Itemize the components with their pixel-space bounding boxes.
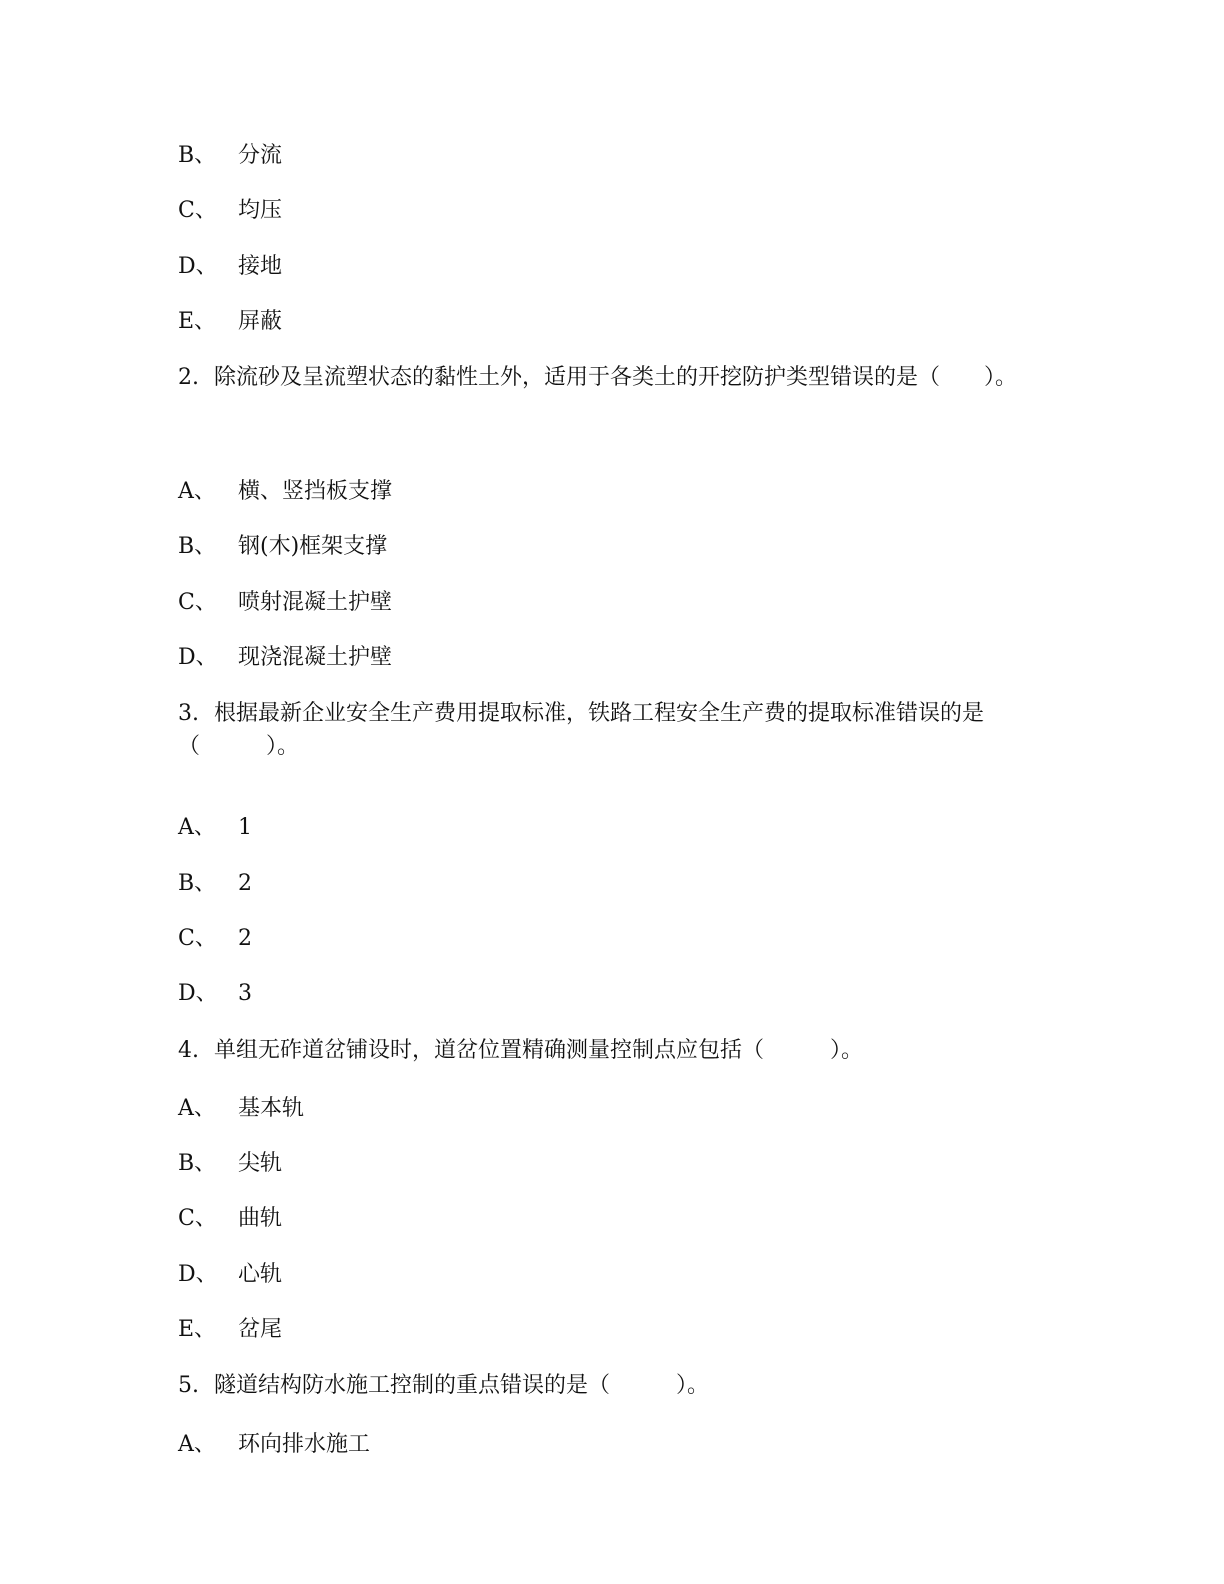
question-4	[178, 1034, 1038, 1089]
option-c	[178, 919, 1038, 974]
option-letter: E、	[178, 308, 217, 334]
option-text: 3	[238, 981, 252, 1007]
option-letter: A、	[178, 815, 216, 841]
option-text: 尖轨	[238, 1151, 283, 1177]
option-text: 横、竖挡板支撑	[238, 479, 393, 505]
option-text: 分流	[238, 143, 283, 168]
option-letter: D、	[178, 645, 218, 671]
option-text: 喷射混凝土护壁	[238, 589, 393, 615]
option-text: 2	[238, 925, 252, 951]
option-a	[178, 472, 1038, 527]
option-letter: C、	[178, 1206, 217, 1232]
option-text: 岔尾	[238, 1317, 283, 1343]
option-b	[178, 1144, 1038, 1199]
option-d	[178, 247, 1038, 302]
option-a	[178, 1089, 1038, 1144]
option-b	[178, 136, 1038, 191]
option-text: 钢(木)框架支撑	[238, 534, 388, 560]
option-d	[178, 974, 1038, 1029]
option-letter: C、	[178, 925, 217, 951]
option-text: 1	[238, 815, 252, 841]
option-text: 均压	[238, 198, 283, 224]
option-e	[178, 1310, 1038, 1365]
option-c	[178, 583, 1038, 638]
option-d	[178, 1255, 1038, 1310]
option-c	[178, 1199, 1038, 1254]
option-letter: D、	[178, 253, 218, 279]
option-letter: B、	[178, 870, 217, 896]
option-letter: A、	[178, 1431, 216, 1457]
question-number: 5.	[178, 1373, 199, 1399]
option-text: 屏蔽	[238, 308, 283, 334]
option-a	[178, 1425, 1038, 1480]
question-2	[178, 361, 1038, 472]
option-text: 现浇混凝土护壁	[238, 645, 393, 671]
question-3	[178, 697, 1038, 808]
question-number: 3.	[178, 701, 199, 727]
option-text: 接地	[238, 253, 283, 279]
option-letter: C、	[178, 589, 217, 615]
option-b	[178, 527, 1038, 582]
question-text: 根据最新企业安全生产费用提取标准，铁路工程安全生产费的提取标准错误的是（ ）。	[178, 701, 985, 760]
option-text: 环向排水施工	[238, 1431, 371, 1457]
question-text: 除流砂及呈流塑状态的黏性土外，适用于各类土的开挖防护类型错误的是（ ）。	[214, 365, 1018, 391]
option-letter: C、	[178, 198, 217, 224]
option-b	[178, 864, 1038, 919]
option-letter: D、	[178, 981, 218, 1007]
question-number: 4.	[178, 1037, 199, 1063]
option-text: 2	[238, 870, 252, 896]
option-text: 曲轨	[238, 1206, 283, 1232]
option-letter: A、	[178, 1095, 216, 1121]
option-d	[178, 638, 1038, 693]
question-number: 2.	[178, 365, 199, 391]
option-a	[178, 808, 1038, 863]
option-e	[178, 302, 1038, 357]
question-text: 单组无砟道岔铺设时，道岔位置精确测量控制点应包括（ ）。	[214, 1037, 864, 1063]
option-letter: D、	[178, 1261, 218, 1287]
option-letter: E、	[178, 1317, 217, 1343]
option-text: 心轨	[238, 1261, 283, 1287]
option-text: 基本轨	[238, 1095, 305, 1121]
question-content	[178, 136, 1038, 1480]
option-letter: B、	[178, 1151, 217, 1177]
option-letter: B、	[178, 534, 217, 560]
option-letter: B、	[178, 143, 217, 168]
option-c	[178, 191, 1038, 246]
question-text: 隧道结构防水施工控制的重点错误的是（ ）。	[214, 1373, 710, 1399]
question-5	[178, 1369, 1038, 1424]
option-letter: A、	[178, 479, 216, 505]
